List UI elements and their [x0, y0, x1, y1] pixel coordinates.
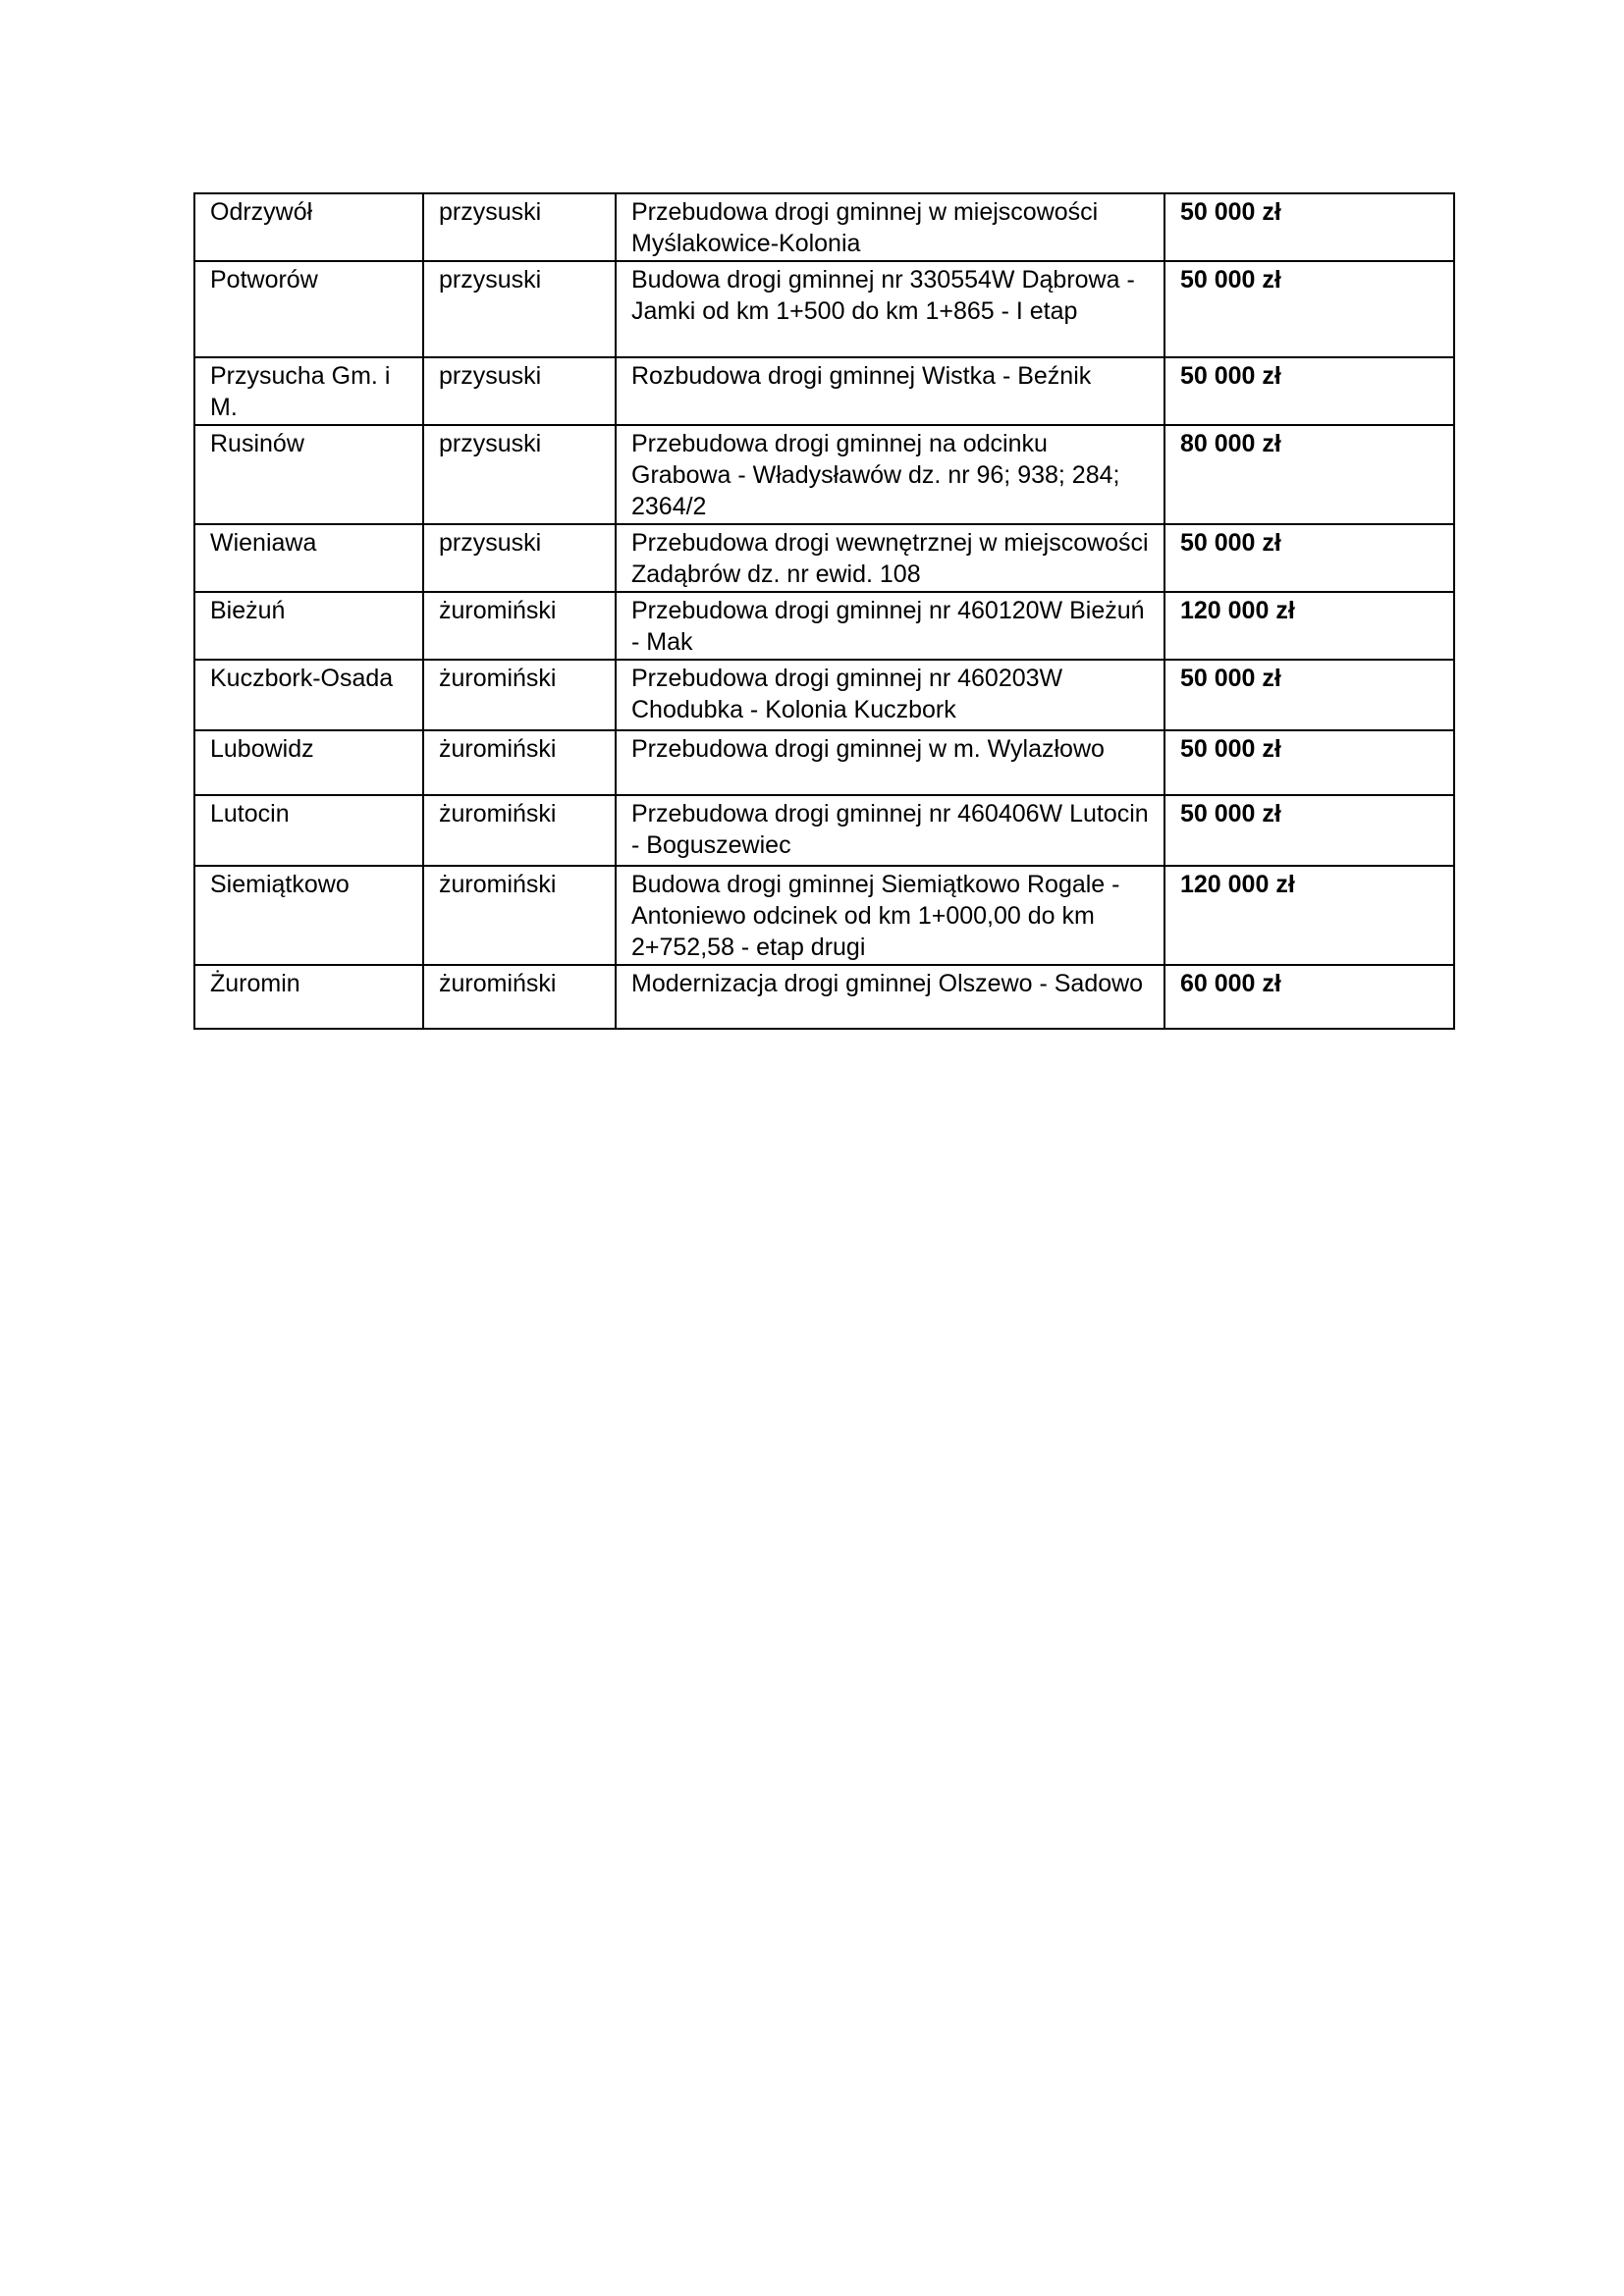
powiat-cell: przysuski [423, 193, 616, 261]
task-cell: Przebudowa drogi gminnej nr 460203W Chodubka - Kolonia Kuczbork [616, 660, 1164, 730]
task-cell: Przebudowa drogi wewnętrznej w miejscowości Zadąbrów dz. nr ewid. 108 [616, 524, 1164, 592]
gmina-cell: Kuczbork-Osada [194, 660, 423, 730]
task-cell: Przebudowa drogi gminnej nr 460120W Bieżuń - Mak [616, 592, 1164, 660]
amount-cell: 80 000 zł [1164, 425, 1454, 524]
table-row [194, 261, 1454, 357]
task-cell: Budowa drogi gminnej nr 330554W Dąbrowa - Jamki od km 1+500 do km 1+865 - I etap [616, 261, 1164, 357]
table-row [194, 524, 1454, 592]
task-cell: Przebudowa drogi gminnej w m. Wylazłowo [616, 730, 1164, 795]
task-cell: Przebudowa drogi gminnej na odcinku Grabowa - Władysławów dz. nr 96; 938; 284; 2364/2 [616, 425, 1164, 524]
powiat-cell: żuromiński [423, 592, 616, 660]
table-row [194, 965, 1454, 1029]
powiat-cell: przysuski [423, 261, 616, 357]
amount-cell: 50 000 zł [1164, 660, 1454, 730]
amount-cell: 50 000 zł [1164, 193, 1454, 261]
table-row [194, 357, 1454, 425]
gmina-cell: Żuromin [194, 965, 423, 1029]
amount-cell: 60 000 zł [1164, 965, 1454, 1029]
amount-cell: 50 000 zł [1164, 524, 1454, 592]
gmina-cell: Lutocin [194, 795, 423, 866]
task-cell: Przebudowa drogi gminnej nr 460406W Lutocin - Boguszewiec [616, 795, 1164, 866]
amount-cell: 50 000 zł [1164, 357, 1454, 425]
amount-cell: 50 000 zł [1164, 730, 1454, 795]
table-row [194, 425, 1454, 524]
funding-table [193, 192, 1455, 1030]
amount-cell: 50 000 zł [1164, 795, 1454, 866]
gmina-cell: Rusinów [194, 425, 423, 524]
table-row [194, 193, 1454, 261]
table-row [194, 866, 1454, 965]
powiat-cell: przysuski [423, 357, 616, 425]
powiat-cell: przysuski [423, 524, 616, 592]
gmina-cell: Przysucha Gm. i M. [194, 357, 423, 425]
table-row [194, 730, 1454, 795]
table-row [194, 795, 1454, 866]
gmina-cell: Siemiątkowo [194, 866, 423, 965]
amount-cell: 50 000 zł [1164, 261, 1454, 357]
table-row [194, 660, 1454, 730]
powiat-cell: żuromiński [423, 660, 616, 730]
gmina-cell: Odrzywół [194, 193, 423, 261]
powiat-cell: żuromiński [423, 795, 616, 866]
gmina-cell: Lubowidz [194, 730, 423, 795]
task-cell: Przebudowa drogi gminnej w miejscowości Myślakowice-Kolonia [616, 193, 1164, 261]
task-cell: Rozbudowa drogi gminnej Wistka - Beźnik [616, 357, 1164, 425]
powiat-cell: żuromiński [423, 965, 616, 1029]
task-cell: Budowa drogi gminnej Siemiątkowo Rogale - Antoniewo odcinek od km 1+000,00 do km 2+752,58 - etap drugi [616, 866, 1164, 965]
powiat-cell: żuromiński [423, 730, 616, 795]
powiat-cell: przysuski [423, 425, 616, 524]
amount-cell: 120 000 zł [1164, 592, 1454, 660]
amount-cell: 120 000 zł [1164, 866, 1454, 965]
gmina-cell: Wieniawa [194, 524, 423, 592]
gmina-cell: Potworów [194, 261, 423, 357]
powiat-cell: żuromiński [423, 866, 616, 965]
task-cell: Modernizacja drogi gminnej Olszewo - Sadowo [616, 965, 1164, 1029]
gmina-cell: Bieżuń [194, 592, 423, 660]
table-row [194, 592, 1454, 660]
